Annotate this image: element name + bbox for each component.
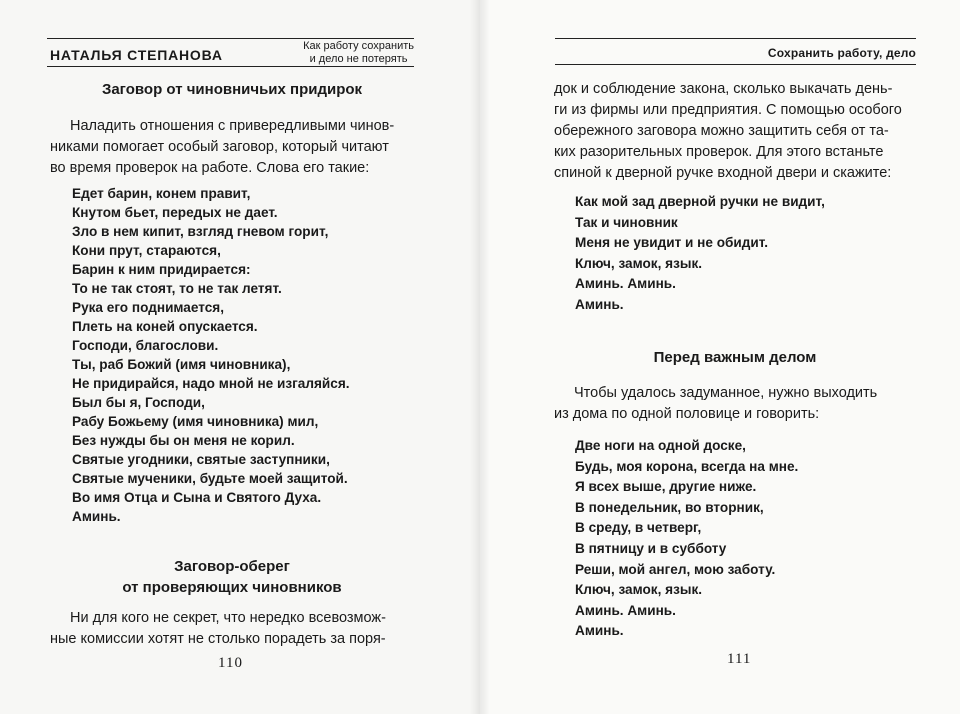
verse-line: Кони прут, стараются, [72, 243, 221, 258]
book-spine-gutter [470, 0, 490, 714]
verse-line: Аминь. [575, 623, 624, 639]
running-head-chapter: Сохранить работу, дело [767, 46, 916, 60]
section1-intro [50, 116, 414, 179]
text-line: из дома по одной половице и говорить: [554, 406, 820, 422]
text-line: ные комиссии хотят не столько порадеть за поря- [50, 631, 386, 647]
protective-charm-verse [575, 192, 825, 316]
running-head-author: НАТАЛЬЯ СТЕПАНОВА [50, 47, 223, 63]
verse-line: Аминь. Аминь. [575, 602, 676, 618]
section-title-line: от проверяющих чиновников [122, 579, 342, 596]
text-line: ких разорительных проверок. Для этого встаньте [554, 144, 884, 160]
section1-verse [72, 184, 350, 526]
book-title-line: и дело не потерять [309, 53, 408, 65]
continuation-paragraph [554, 79, 916, 184]
verse-line: Реши, мой ангел, мою заботу. [575, 561, 776, 577]
header-bottom-rule [555, 64, 916, 65]
section-title-charm-against-officials: Заговор от чиновничьих придирок [101, 81, 363, 98]
verse-line: Без нужды бы он меня не корил. [72, 433, 295, 448]
text-line: Наладить отношения с привередливыми чинов- [70, 118, 395, 134]
header-top-rule [555, 38, 916, 39]
verse-line: В среду, в четверг, [575, 520, 702, 536]
verse-line: Барин к ним придирается: [72, 262, 251, 277]
header-bottom-rule [47, 66, 414, 67]
verse-line: Был бы я, Господи, [72, 395, 205, 410]
right-page [480, 0, 960, 714]
verse-line: Святые угодники, святые заступники, [72, 452, 330, 467]
verse-line: То не так стоят, то не так летят. [72, 281, 282, 296]
verse-line: Я всех выше, другие ниже. [575, 479, 757, 495]
verse-line: Рука его поднимается, [72, 300, 224, 315]
verse-line: Аминь. Аминь. [575, 276, 676, 292]
verse-line: Не придирайся, надо мной не изгаляйся. [72, 376, 350, 391]
text-line: док и соблюдение закона, сколько выкачать день- [554, 81, 893, 97]
verse-line: Как мой зад дверной ручки не видит, [575, 194, 825, 209]
verse-line: Во имя Отца и Сына и Святого Духа. [72, 490, 322, 505]
section3-intro [554, 383, 916, 425]
verse-line: Будь, моя корона, всегда на мне. [575, 458, 799, 474]
verse-line: В понедельник, во вторник, [575, 499, 764, 515]
text-line: Ни для кого не секрет, что нередко всевозмож- [70, 610, 386, 626]
verse-line: Зло в нем кипит, взгляд гневом горит, [72, 224, 329, 239]
text-line: Чтобы удалось задуманное, нужно выходить [574, 385, 878, 401]
verse-line: Кнутом бьет, передых не дает. [72, 205, 278, 220]
text-line: обережного заговора можно защитить себя от та- [554, 123, 889, 139]
verse-line: Господи, благослови. [72, 338, 219, 353]
verse-line: Аминь. [72, 509, 121, 524]
section-title-important-matter: Перед важным делом [653, 349, 817, 366]
verse-line: Две ноги на одной доске, [575, 438, 746, 453]
header-top-rule [47, 38, 414, 39]
verse-line: Плеть на коней опускается. [72, 319, 258, 334]
verse-line: Рабу Божьему (имя чиновника) мил, [72, 414, 319, 429]
text-line: ги из фирмы или предприятия. С помощью особого [554, 102, 902, 118]
verse-line: Едет барин, конем правит, [72, 186, 251, 201]
verse-line: Меня не увидит и не обидит. [575, 235, 769, 251]
section2-intro [50, 608, 414, 650]
section3-verse [575, 436, 798, 642]
text-line: спиной к дверной ручке входной двери и скажите: [554, 165, 892, 181]
page-number-right: 111 [727, 651, 752, 667]
page-number-left: 110 [218, 655, 243, 671]
verse-line: Ключ, замок, язык. [575, 582, 703, 598]
verse-line: Святые мученики, будьте моей защитой. [72, 471, 348, 486]
text-line: никами помогает особый заговор, который читают [50, 139, 389, 155]
verse-line: В пятницу и в субботу [575, 540, 727, 556]
verse-line: Ты, раб Божий (имя чиновника), [72, 357, 291, 372]
section-title-line: Заговор-оберег [174, 558, 290, 575]
book-title-line: Как работу сохранить [303, 40, 414, 52]
running-head-book-title [303, 40, 414, 66]
verse-line: Так и чиновник [575, 214, 678, 230]
section-title-protective-charm [50, 556, 414, 598]
text-line: во время проверок на работе. Слова его такие: [50, 160, 370, 176]
verse-line: Аминь. [575, 296, 624, 312]
verse-line: Ключ, замок, язык. [575, 255, 703, 271]
